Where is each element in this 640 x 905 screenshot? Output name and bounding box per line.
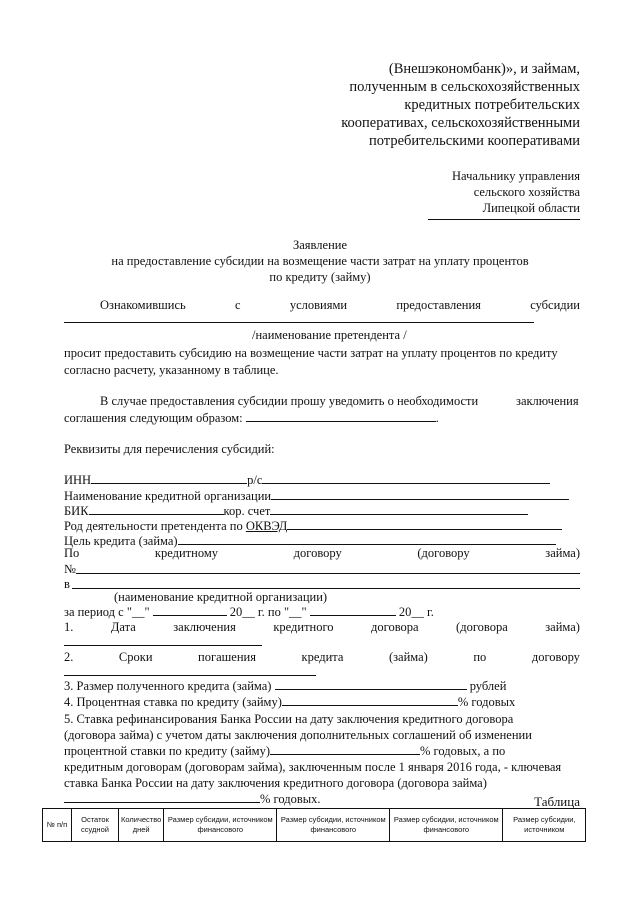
item-2-word-7: договору xyxy=(531,650,580,664)
item-2-word-3: погашения xyxy=(198,650,256,664)
period-from-label: за период с "__" xyxy=(64,605,150,619)
item-1-word-1: 1. xyxy=(64,620,74,634)
contract-line xyxy=(64,545,580,561)
bik-label: БИК xyxy=(64,504,89,518)
intro-paragraph-1: просит предоставить субсидию на возмещение части затрат на уплату процентов по кредиту xyxy=(64,346,558,360)
bik-row xyxy=(64,503,528,519)
activity-label: Род деятельности претендента по xyxy=(64,519,243,533)
item-5-line-1: 5. Ставка рефинансирования Банка России на дату заключения кредитного договора xyxy=(64,712,514,726)
ks-label: кор. счет xyxy=(223,504,271,518)
title-line-2: на предоставление субсидии на возмещение части затрат на уплату процентов xyxy=(111,254,529,268)
item-2-word-5: (займа) xyxy=(388,650,428,664)
ks-field[interactable] xyxy=(270,503,528,515)
item-5-line-4: кредитным договорам (договорам займа), заключенным после 1 января 2016 года, - ключевая xyxy=(64,760,562,774)
table-header-cell: Размер субсидии, источником финансового xyxy=(390,809,503,842)
intro-word-3: условиями xyxy=(289,298,348,312)
period-from-field[interactable] xyxy=(153,604,227,616)
rs-label: р/с xyxy=(247,473,263,487)
inn-field[interactable] xyxy=(91,472,247,484)
notify-text-c: соглашения следующим образом: xyxy=(64,411,243,425)
notify-end: . xyxy=(435,411,439,425)
intro-word-2: с xyxy=(234,298,241,312)
contract-word-1: По xyxy=(64,546,80,560)
intro-line xyxy=(100,297,580,313)
item-2-word-2: Сроки xyxy=(118,650,153,664)
table-header-cell: № п/п xyxy=(43,809,72,842)
table-header-row xyxy=(43,809,586,842)
notify-text-a: В случае предоставления субсидии прошу уведомить о необходимости xyxy=(100,394,479,408)
notify-text-b: заключения xyxy=(516,394,579,408)
item-4-label: 4. Процентная ставка по кредиту (займу) xyxy=(64,695,282,709)
document-title: Заявление xyxy=(292,238,347,252)
item-1-line xyxy=(64,619,580,635)
item-5-refi-rate-field[interactable] xyxy=(270,743,420,755)
period-to-label: 20__ г. по "__" xyxy=(229,605,307,619)
header-line-4: кооперативах, сельскохозяйственными xyxy=(341,115,580,131)
purpose-field[interactable] xyxy=(178,533,556,545)
requisites-heading: Реквизиты для перечисления субсидий: xyxy=(64,442,275,456)
bik-field[interactable] xyxy=(89,503,224,515)
item-5-line-3-row xyxy=(64,743,505,759)
item-5-line-6: % годовых. xyxy=(260,792,321,806)
header-line-3: кредитных потребительских xyxy=(404,97,580,113)
item-2-word-1: 2. xyxy=(64,650,74,664)
addressee-signature-line[interactable] xyxy=(428,219,580,220)
intro-word-4: предоставления xyxy=(396,298,481,312)
subsidy-table xyxy=(42,808,586,842)
header-line-5: потребительскими кооперативами xyxy=(368,133,580,149)
item-4-unit: % годовых xyxy=(457,695,516,709)
item-2-word-6: по xyxy=(473,650,487,664)
item-4-row xyxy=(64,694,515,710)
period-year-label: 20__ г. xyxy=(398,605,434,619)
contract-number-label: № xyxy=(64,562,76,576)
item-3-label: 3. Размер полученного кредита (займа) xyxy=(64,679,272,693)
intro-paragraph-2: согласно расчету, указанному в таблице. xyxy=(64,363,279,377)
purpose-label: Цель кредита (займа) xyxy=(64,534,178,548)
item-5-line-5: ставка Банка России на дату заключения кредитного договора (договора займа) xyxy=(64,776,487,790)
notify-line xyxy=(64,410,439,426)
activity-field[interactable] xyxy=(287,518,562,530)
item-1-word-6: (договора xyxy=(456,620,508,634)
item-2-line xyxy=(64,649,580,665)
intro-word-5: субсидии xyxy=(530,298,580,312)
item-2-term-field[interactable] xyxy=(64,675,316,676)
item-1-word-2: Дата xyxy=(110,620,136,634)
notify-method-field[interactable] xyxy=(246,410,436,422)
item-2-word-4: кредита xyxy=(301,650,344,664)
contract-bank-caption: (наименование кредитной организации) xyxy=(114,590,328,604)
activity-row xyxy=(64,518,562,534)
applicant-name-caption: /наименование претендента / xyxy=(252,328,407,342)
item-1-date-field[interactable] xyxy=(64,645,262,646)
item-4-rate-field[interactable] xyxy=(282,694,458,706)
item-5-key-rate-field[interactable] xyxy=(64,791,260,803)
contract-word-2: кредитному xyxy=(154,546,219,560)
item-5-line-3b: % годовых, а по xyxy=(420,744,506,758)
contract-number-field[interactable] xyxy=(76,573,580,574)
bank-label: Наименование кредитной организации xyxy=(64,489,272,503)
period-to-field[interactable] xyxy=(310,604,396,616)
rs-field[interactable] xyxy=(262,472,550,484)
contract-word-5: займа) xyxy=(545,546,580,560)
item-1-word-7: займа) xyxy=(545,620,580,634)
item-3-row xyxy=(64,678,506,694)
contract-word-4: (договору xyxy=(417,546,470,560)
bank-field[interactable] xyxy=(271,488,569,500)
contract-word-3: договору xyxy=(293,546,342,560)
item-5-line-3: процентной ставки по кредиту (займу) xyxy=(64,744,270,758)
table-header-cell: Размер субсидии, источником финансового xyxy=(164,809,277,842)
bank-row xyxy=(64,488,569,504)
header-line-2: полученным в сельскохозяйственных xyxy=(349,79,580,95)
intro-word-1: Ознакомившись xyxy=(100,298,186,312)
table-header-cell: Остаток ссудной xyxy=(72,809,119,842)
item-3-unit: рублей xyxy=(469,679,507,693)
addressee-line-1: Начальнику управления xyxy=(452,169,580,183)
header-line-1: (Внешэкономбанк)», и займам, xyxy=(388,61,580,77)
item-1-word-3: заключения xyxy=(173,620,236,634)
period-row xyxy=(64,604,434,620)
item-3-amount-field[interactable] xyxy=(275,678,467,690)
item-1-word-5: договора xyxy=(371,620,419,634)
title-line-3: по кредиту (займу) xyxy=(269,270,371,284)
item-5-line-2: (договора займа) с учетом даты заключения дополнительных соглашений об изменении xyxy=(64,728,532,742)
table-header-cell: Размер субсидии, источником финансового xyxy=(277,809,390,842)
table-caption: Таблица xyxy=(534,794,580,809)
contract-bank-label: в xyxy=(64,577,70,591)
item-5-line-6-row xyxy=(64,791,321,807)
table-header-cell: Количество дней xyxy=(119,809,164,842)
applicant-name-field[interactable] xyxy=(64,322,534,323)
addressee-line-2: сельского хозяйства xyxy=(473,185,580,199)
okved-label: ОКВЭД xyxy=(245,519,288,533)
inn-label: ИНН xyxy=(64,473,92,487)
table-header-cell: Размер субсидии, источником xyxy=(503,809,586,842)
inn-row xyxy=(64,472,550,488)
addressee-line-3: Липецкой области xyxy=(482,201,580,215)
item-1-word-4: кредитного xyxy=(273,620,334,634)
